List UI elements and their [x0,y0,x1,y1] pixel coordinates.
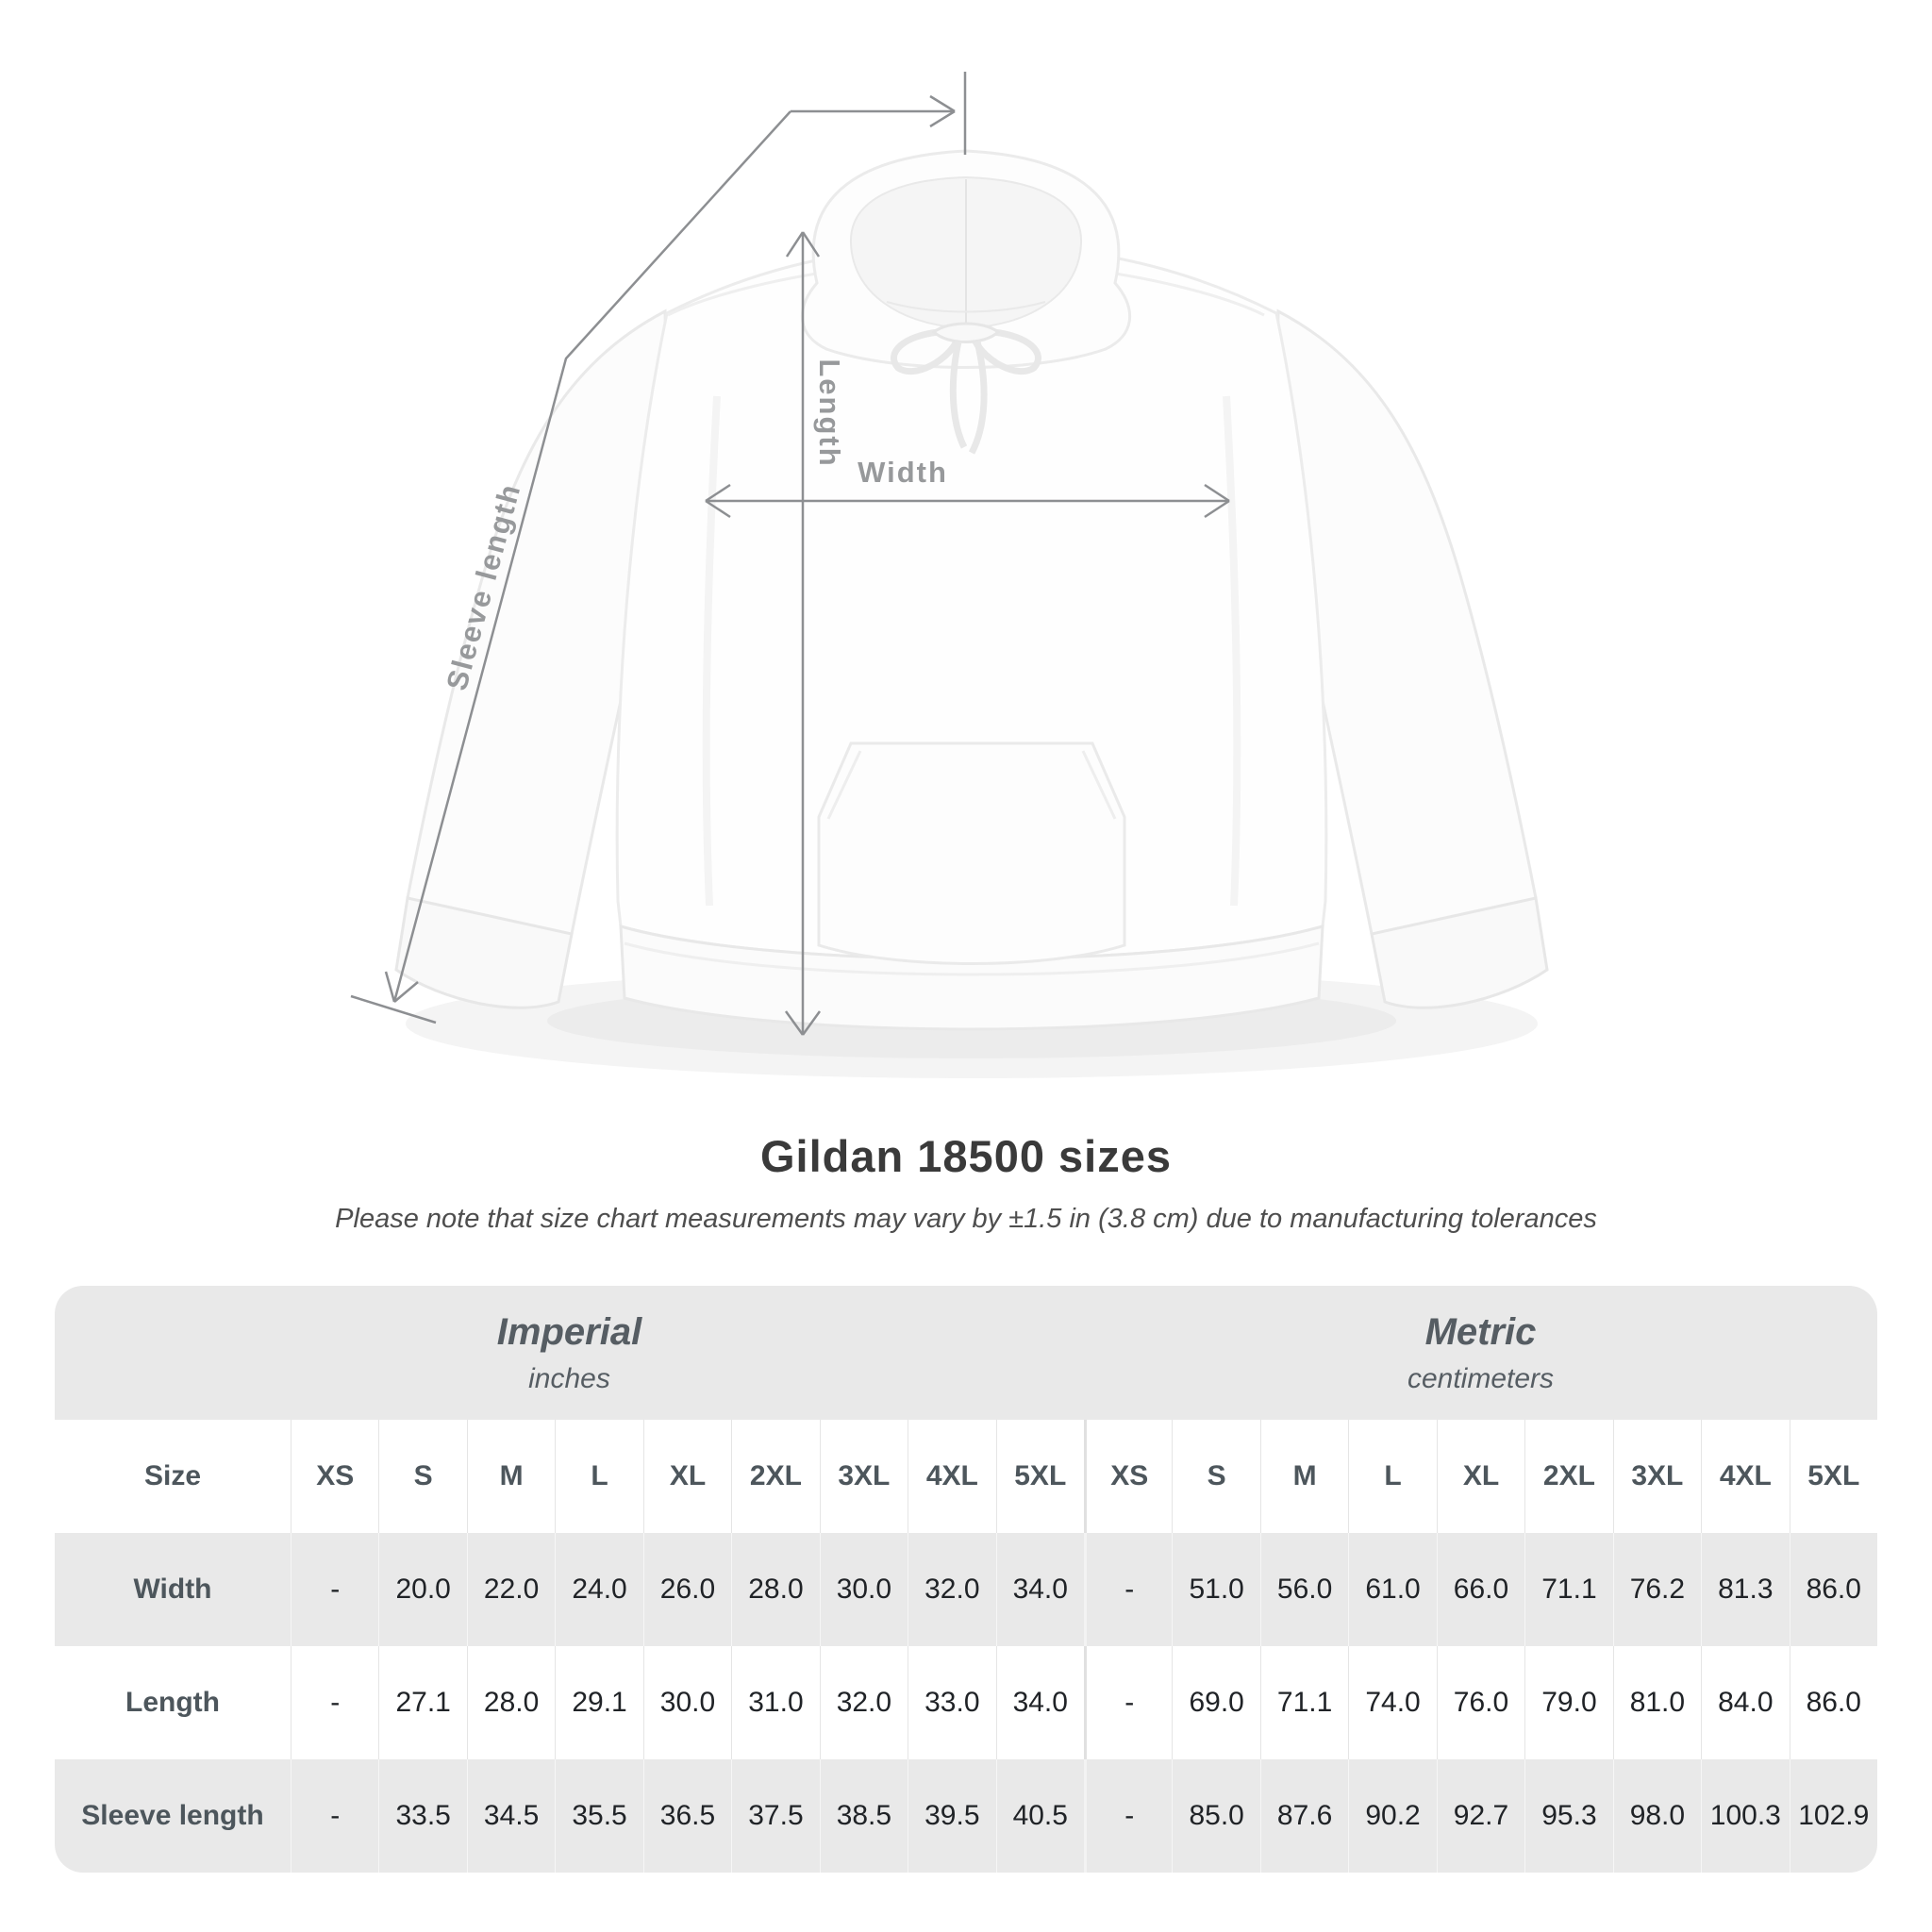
size-value-cell: 51.0 [1172,1533,1259,1646]
size-value-cell: 84.0 [1701,1646,1789,1759]
sleeve-length-measure-label: Sleeve length [440,479,527,694]
col-header-imperial-1: S [378,1420,466,1533]
col-header-imperial-3: L [555,1420,642,1533]
size-value-cell: 90.2 [1348,1759,1436,1873]
size-value-cell: - [291,1759,378,1873]
col-header-imperial-7: 4XL [908,1420,995,1533]
size-value-cell: 33.5 [378,1759,466,1873]
size-value-cell: 40.5 [996,1759,1084,1873]
size-value-cell: 95.3 [1524,1759,1612,1873]
size-value-cell: - [1084,1759,1172,1873]
size-value-cell: 35.5 [555,1759,642,1873]
size-value-cell: 86.0 [1790,1646,1877,1759]
size-value-cell: 31.0 [731,1646,819,1759]
size-value-cell: 86.0 [1790,1533,1877,1646]
size-value-cell: 38.5 [820,1759,908,1873]
col-header-metric-5: 2XL [1524,1420,1612,1533]
size-value-cell: 36.5 [643,1759,731,1873]
col-header-metric-2: M [1260,1420,1348,1533]
size-value-cell: 74.0 [1348,1646,1436,1759]
size-value-cell: 32.0 [908,1533,995,1646]
col-header-imperial-2: M [467,1420,555,1533]
size-value-cell: 20.0 [378,1533,466,1646]
metric-label: Metric [1424,1310,1537,1353]
size-value-cell: 98.0 [1613,1759,1701,1873]
row-label-2: Sleeve length [55,1759,291,1873]
size-value-cell: 34.0 [996,1533,1084,1646]
size-value-cell: 27.1 [378,1646,466,1759]
imperial-header [55,1286,1084,1420]
size-value-cell: 92.7 [1437,1759,1524,1873]
row-label-0: Width [55,1533,291,1646]
size-value-cell: 28.0 [467,1646,555,1759]
size-chart-table [55,1286,1877,1873]
col-header-metric-4: XL [1437,1420,1524,1533]
size-value-cell: 34.5 [467,1759,555,1873]
size-value-cell: 100.3 [1701,1759,1789,1873]
size-value-cell: 24.0 [555,1533,642,1646]
col-header-metric-6: 3XL [1613,1420,1701,1533]
imperial-units-label: inches [528,1362,610,1394]
size-value-cell: 81.0 [1613,1646,1701,1759]
size-value-cell: - [1084,1646,1172,1759]
size-value-cell: 102.9 [1790,1759,1877,1873]
size-value-cell: 85.0 [1172,1759,1259,1873]
size-value-cell: 87.6 [1260,1759,1348,1873]
col-header-size: Size [55,1420,291,1533]
size-value-cell: 71.1 [1260,1646,1348,1759]
size-value-cell: - [291,1533,378,1646]
size-grid [55,1420,1877,1873]
col-header-metric-7: 4XL [1701,1420,1789,1533]
size-value-cell: 81.3 [1701,1533,1789,1646]
size-value-cell: 79.0 [1524,1646,1612,1759]
size-value-cell: 76.0 [1437,1646,1524,1759]
size-value-cell: 28.0 [731,1533,819,1646]
col-header-metric-1: S [1172,1420,1259,1533]
size-value-cell: - [1084,1533,1172,1646]
size-value-cell: 33.0 [908,1646,995,1759]
size-value-cell: 22.0 [467,1533,555,1646]
length-measure-label: Length [813,358,846,468]
metric-header [1084,1286,1877,1420]
size-value-cell: 56.0 [1260,1533,1348,1646]
size-value-cell: 37.5 [731,1759,819,1873]
col-header-imperial-4: XL [643,1420,731,1533]
size-value-cell: 39.5 [908,1759,995,1873]
row-label-1: Length [55,1646,291,1759]
col-header-metric-3: L [1348,1420,1436,1533]
imperial-label: Imperial [496,1310,642,1353]
width-measure-label: Width [858,456,948,489]
col-header-metric-0: XS [1084,1420,1172,1533]
size-value-cell: 26.0 [643,1533,731,1646]
size-value-cell: 30.0 [820,1533,908,1646]
col-header-imperial-6: 3XL [820,1420,908,1533]
size-value-cell: 61.0 [1348,1533,1436,1646]
col-header-metric-8: 5XL [1790,1420,1877,1533]
unit-header-band [55,1286,1877,1420]
tolerance-note: Please note that size chart measurements may vary by ±1.5 in (3.8 cm) due to manufacturing tolerances [335,1204,1597,1234]
col-header-imperial-0: XS [291,1420,378,1533]
size-value-cell: 66.0 [1437,1533,1524,1646]
col-header-imperial-8: 5XL [996,1420,1084,1533]
size-value-cell: 32.0 [820,1646,908,1759]
page-title: Gildan 18500 sizes [759,1131,1173,1181]
size-value-cell: 30.0 [643,1646,731,1759]
size-value-cell: 34.0 [996,1646,1084,1759]
size-value-cell: - [291,1646,378,1759]
col-header-imperial-5: 2XL [731,1420,819,1533]
size-value-cell: 29.1 [555,1646,642,1759]
metric-units-label: centimeters [1407,1362,1555,1394]
size-value-cell: 69.0 [1172,1646,1259,1759]
size-value-cell: 76.2 [1613,1533,1701,1646]
size-value-cell: 71.1 [1524,1533,1612,1646]
